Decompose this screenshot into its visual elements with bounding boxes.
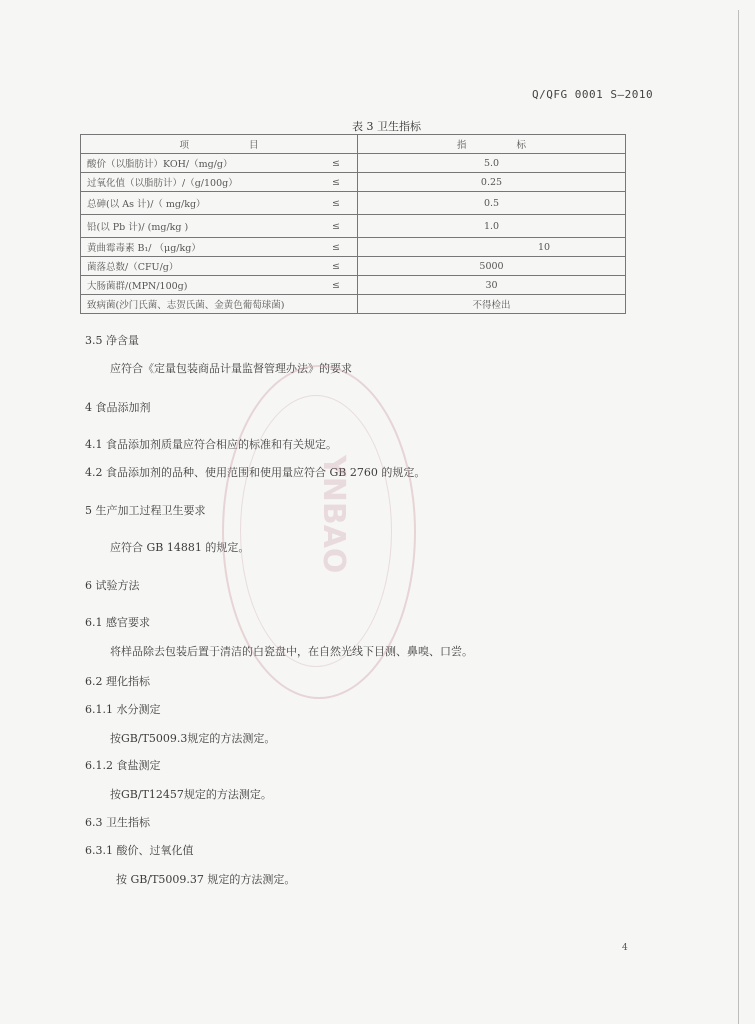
section-6-1-2-body: 按GB/T12457规定的方法测定。 [110, 788, 272, 801]
section-6-1-title: 6.1 感官要求 [85, 616, 150, 629]
section-6-1-1-body: 按GB/T5009.3规定的方法测定。 [110, 732, 276, 745]
header-item: 项 目 [81, 135, 358, 154]
official-seal-text: YNBAO [316, 455, 351, 574]
section-6-2-title: 6.2 理化指标 [85, 675, 150, 688]
table-row: 酸价（以脂肪计）KOH/（mg/g） ≤ 5.0 [81, 154, 626, 173]
table-row: 总砷(以 As 计)/（ mg/kg） ≤ 0.5 [81, 192, 626, 215]
section-3-5-body: 应符合《定量包装商品计量监督管理办法》的要求 [110, 362, 352, 375]
section-6-1-1-title: 6.1.1 水分测定 [85, 703, 161, 716]
table-row: 致病菌(沙门氏菌、志贺氏菌、金黄色葡萄球菌) 不得检出 [81, 295, 626, 314]
table-row: 大肠菌群/(MPN/100g) ≤ 30 [81, 276, 626, 295]
table-row: 铅(以 Pb 计)/ (mg/kg ) ≤ 1.0 [81, 215, 626, 238]
section-6-1-body: 将样品除去包装后置于清洁的白瓷盘中，在自然光线下目测、鼻嗅、口尝。 [110, 645, 473, 658]
section-4-2: 4.2 食品添加剂的品种、使用范围和使用量应符合 GB 2760 的规定。 [85, 466, 426, 479]
standard-code: Q/QFG 0001 S—2010 [532, 88, 654, 101]
table-caption: 表 3 卫生指标 [352, 120, 421, 133]
page-number: 4 [622, 943, 628, 953]
section-4-1: 4.1 食品添加剂质量应符合相应的标准和有关规定。 [85, 438, 337, 451]
section-6-title: 6 试验方法 [85, 579, 140, 592]
page-edge-line [738, 10, 739, 1024]
section-4-title: 4 食品添加剂 [85, 401, 151, 414]
section-3-5-title: 3.5 净含量 [85, 334, 139, 347]
header-value: 指 标 [358, 135, 626, 154]
section-5-body: 应符合 GB 14881 的规定。 [110, 541, 250, 554]
table-row: 过氧化值（以脂肪计）/（g/100g） ≤ 0.25 [81, 173, 626, 192]
section-6-3-title: 6.3 卫生指标 [85, 816, 150, 829]
section-6-1-2-title: 6.1.2 食盐测定 [85, 759, 161, 772]
table-header-row [81, 135, 626, 154]
section-6-3-1-body: 按 GB/T5009.37 规定的方法测定。 [116, 873, 296, 886]
hygiene-index-table [80, 134, 626, 314]
section-5-title: 5 生产加工过程卫生要求 [85, 504, 206, 517]
section-6-3-1-title: 6.3.1 酸价、过氧化值 [85, 844, 194, 857]
table-row: 菌落总数/（CFU/g） ≤ 5000 [81, 257, 626, 276]
table-row: 黄曲霉毒素 B₁/ （μg/kg） ≤ 10 [81, 238, 626, 257]
